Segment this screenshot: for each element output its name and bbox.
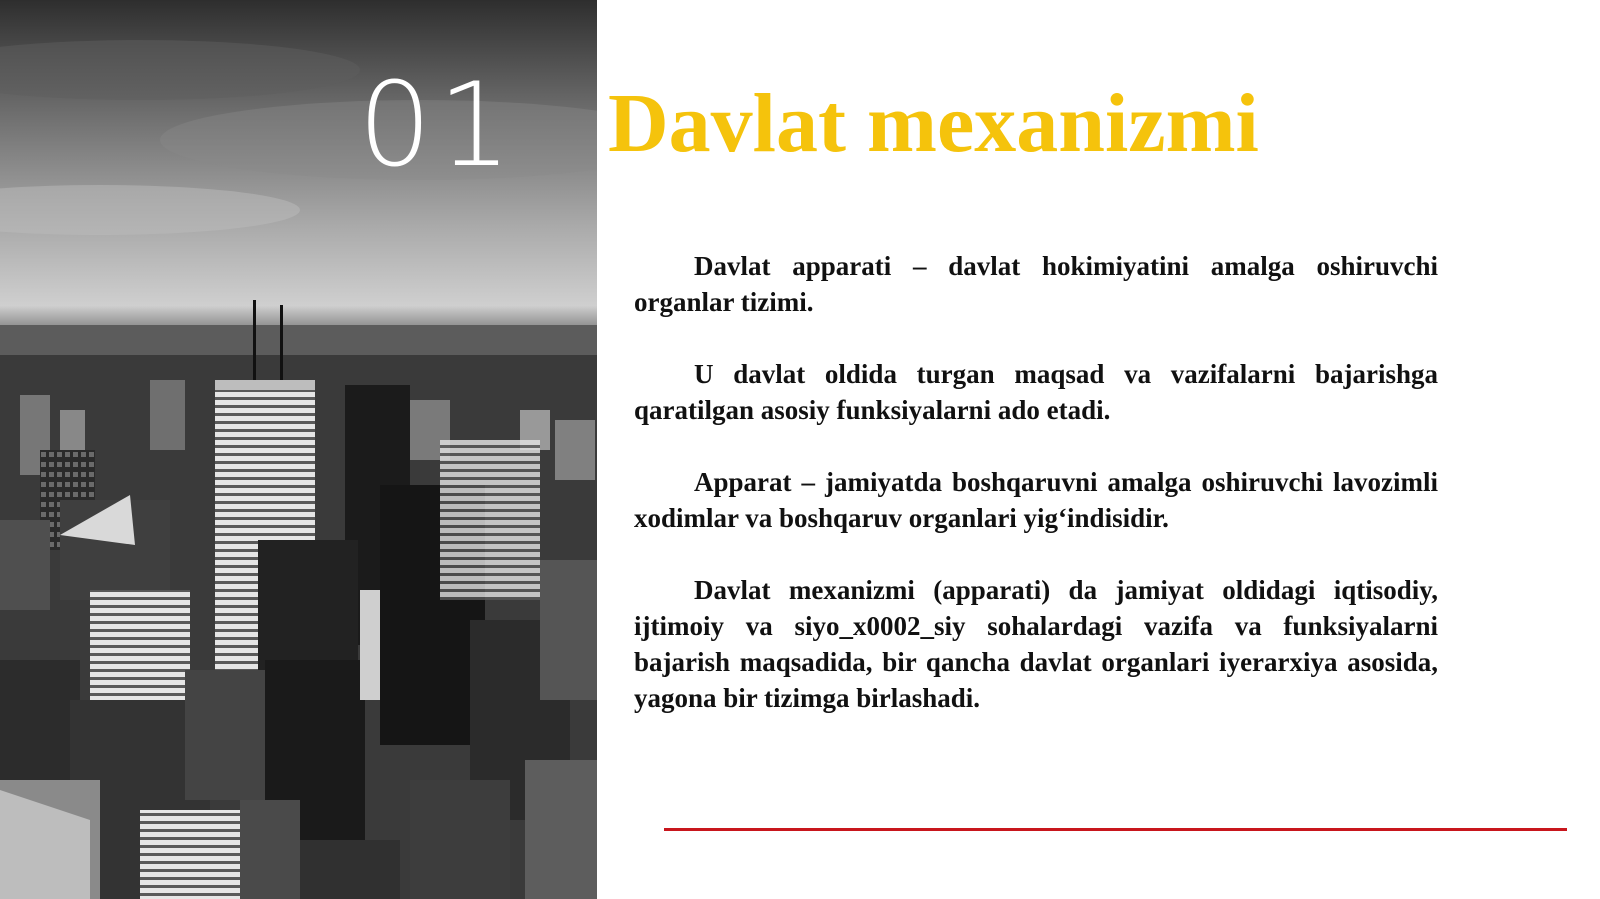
paragraph-3: Apparat – jamiyatda boshqaruvni amalga oshiruvchi lavozimli xodimlar va boshqaruv organlari yig‘indisidir. <box>634 467 1438 533</box>
paragraph-1: Davlat apparati – davlat hokimiyatini amalga oshiruvchi organlar tizimi. <box>634 251 1438 317</box>
slide-title: Davlat mexanizmi <box>608 77 1259 170</box>
slide-number: 01 <box>358 58 518 193</box>
accent-divider-line <box>664 828 1567 831</box>
paragraph-4: Davlat mexanizmi (apparati) da jamiyat oldidagi iqtisodiy, ijtimoiy va siyo_x0002_siy sohalardagi vazifa va funksiyalarni bajarish maqsadida, bir qancha davlat organlari iyerarxiya asosida, yagona bir tizimga birlashadi. <box>634 575 1438 713</box>
body-text <box>634 248 1438 752</box>
paragraph-2: U davlat oldida turgan maqsad va vazifalarni bajarishga qaratilgan asosiy funksiyalarni ado etadi. <box>634 359 1438 425</box>
